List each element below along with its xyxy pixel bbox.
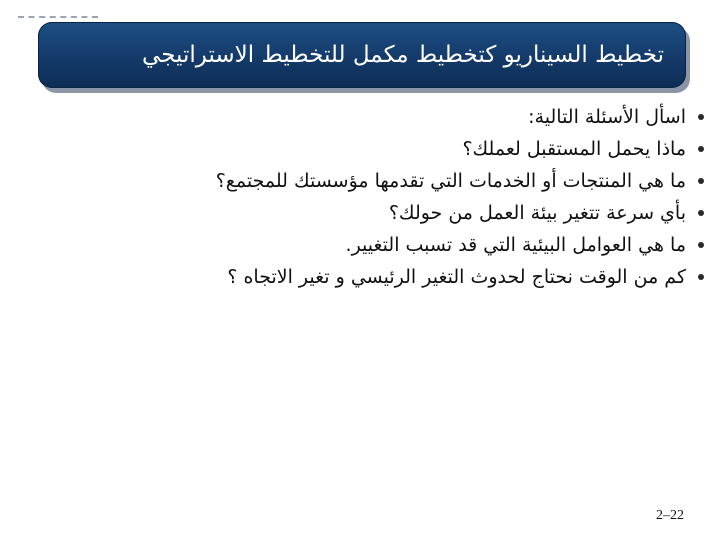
bullet-dot-icon	[698, 114, 704, 120]
bullet-dot-icon	[698, 242, 704, 248]
bullet-item	[64, 229, 704, 261]
decorative-dash-line	[18, 16, 98, 18]
bullet-text: كم من الوقت نحتاج لحدوث التغير الرئيسي و تغير الاتجاه ؟	[227, 266, 686, 288]
bullet-item	[64, 197, 704, 229]
bullet-item	[64, 165, 704, 197]
bullet-text: بأي سرعة تتغير بيئة العمل من حولك؟	[388, 202, 686, 224]
bullet-text: ما هي المنتجات أو الخدمات التي تقدمها مؤسستك للمجتمع؟	[215, 170, 686, 192]
bullet-item	[64, 133, 704, 165]
bullet-text: ماذا يحمل المستقبل لعملك؟	[462, 138, 686, 160]
title-banner	[38, 22, 686, 88]
bullet-dot-icon	[698, 146, 704, 152]
bullet-text: اسأل الأسئلة التالية:	[528, 106, 686, 128]
bullet-item	[64, 261, 704, 293]
bullet-dot-icon	[698, 210, 704, 216]
bullet-text: ما هي العوامل البيئية التي قد تسبب التغيير.	[345, 234, 686, 256]
slide-title: تخطيط السيناريو كتخطيط مكمل للتخطيط الاستراتيجي	[142, 42, 664, 68]
bullet-dot-icon	[698, 178, 704, 184]
bullet-item	[64, 101, 704, 133]
bullet-list	[64, 101, 704, 293]
slide-page-number: 2–22	[656, 508, 684, 523]
bullet-dot-icon	[698, 274, 704, 280]
